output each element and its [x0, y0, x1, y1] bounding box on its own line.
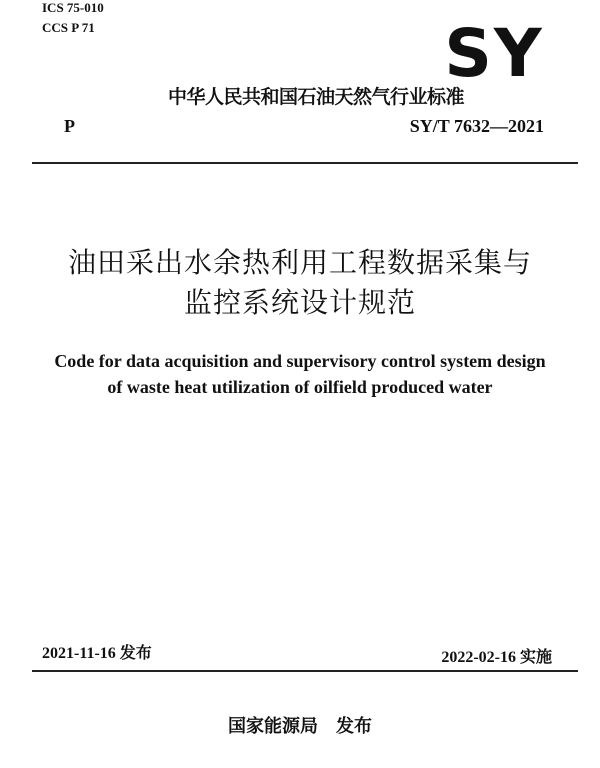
- sy-logo-text: SY: [444, 18, 544, 82]
- english-title-line-2: of waste heat utilization of oilfield produced water: [107, 377, 493, 397]
- ics-code: ICS 75-010: [42, 0, 104, 15]
- english-title: [0, 348, 600, 400]
- bottom-divider: [32, 670, 578, 672]
- top-divider: [32, 162, 578, 164]
- classification-code: P: [64, 116, 75, 136]
- implementation-date: 2022-02-16 实施: [441, 649, 552, 666]
- chinese-title: [0, 243, 600, 323]
- sy-logo-graphic: [438, 18, 550, 82]
- chinese-title-line-2: 监控系统设计规范: [183, 286, 416, 319]
- ccs-code: CCS P 71: [42, 20, 95, 35]
- issue-date: 2021-11-16 发布: [42, 645, 152, 662]
- publisher: 国家能源局 发布: [228, 716, 372, 737]
- sy-logo: [438, 18, 550, 82]
- standard-number: SY/T 7632—2021: [409, 116, 544, 136]
- english-title-line-1: Code for data acquisition and supervisory control system design: [54, 351, 546, 371]
- chinese-title-line-1: 油田采出水余热利用工程数据采集与: [67, 246, 532, 279]
- standard-category: 中华人民共和国石油天然气行业标准: [168, 86, 465, 108]
